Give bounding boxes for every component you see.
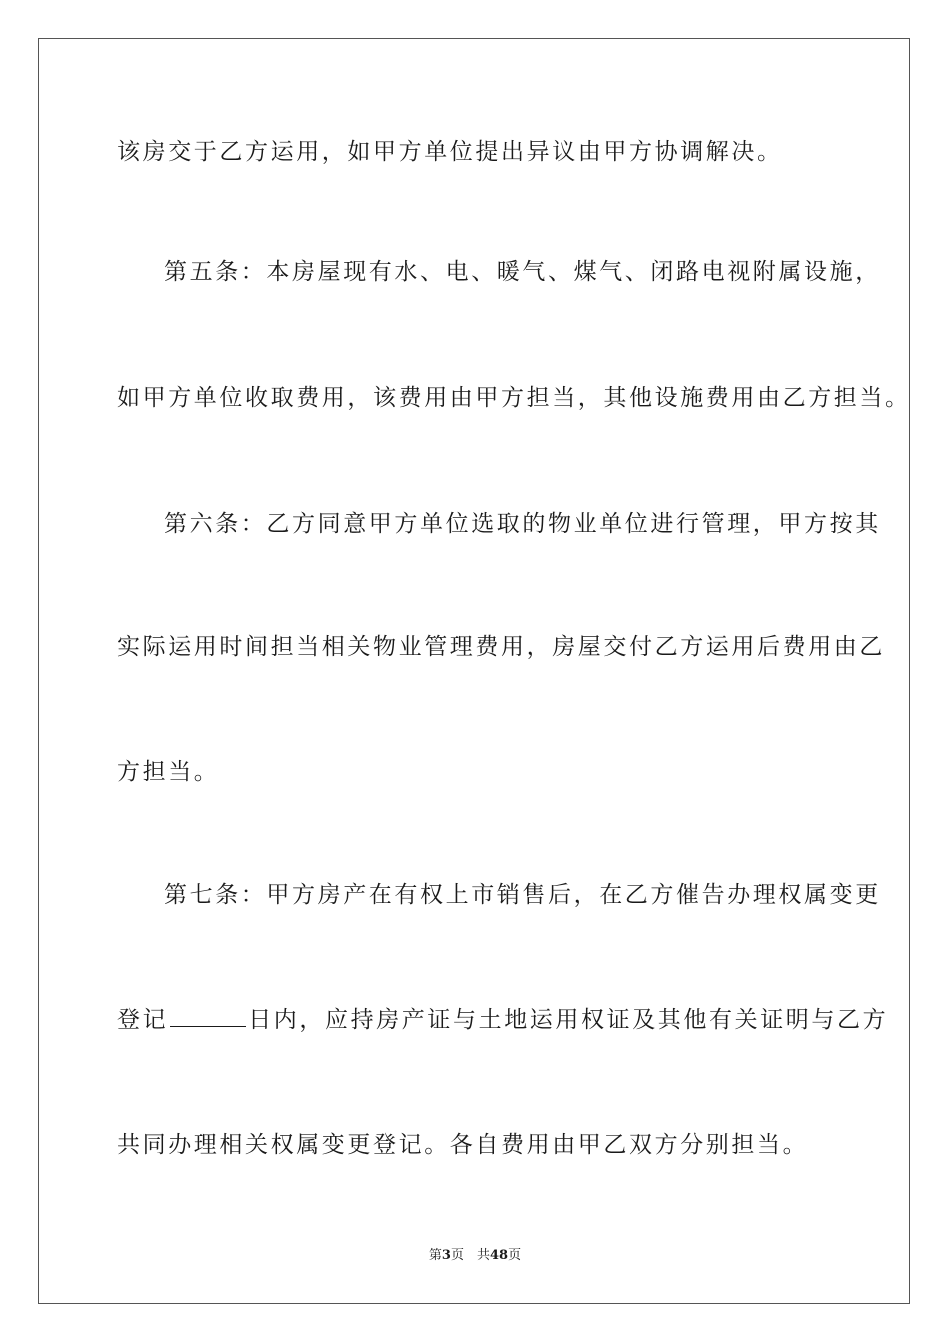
text-line-5: 实际运用时间担当相关物业管理费用，房屋交付乙方运用后费用由乙 xyxy=(117,634,885,660)
text-line-3: 如甲方单位收取费用，该费用由甲方担当，其他设施费用由乙方担当。 xyxy=(117,385,911,411)
text-segment-days: 日内，应持房产证与土地运用权证及其他有关证明与乙方 xyxy=(248,1007,889,1033)
page-frame xyxy=(38,38,910,1304)
text-line-article-6: 第六条：乙方同意甲方单位选取的物业单位进行管理，甲方按其 xyxy=(164,511,881,537)
text-line-9: 共同办理相关权属变更登记。各自费用由甲乙双方分别担当。 xyxy=(117,1132,809,1158)
text-line-1: 该房交于乙方运用，如甲方单位提出异议由甲方协调解决。 xyxy=(117,139,783,165)
footer-current-page: 3 xyxy=(441,1248,451,1263)
footer-prefix: 第 xyxy=(428,1248,442,1263)
page-footer xyxy=(0,1247,950,1265)
fill-in-blank xyxy=(170,1006,246,1027)
footer-total-pages: 48 xyxy=(489,1248,509,1263)
text-line-6: 方担当。 xyxy=(117,759,220,785)
footer-suffix: 页 xyxy=(508,1248,522,1263)
text-segment-register: 登记 xyxy=(117,1007,169,1033)
text-line-8 xyxy=(117,1005,888,1035)
text-line-article-5: 第五条：本房屋现有水、电、暖气、煤气、闭路电视附属设施， xyxy=(164,259,881,285)
text-line-article-7: 第七条：甲方房产在有权上市销售后，在乙方催告办理权属变更 xyxy=(164,882,881,908)
footer-mid: 页 共 xyxy=(450,1248,490,1263)
